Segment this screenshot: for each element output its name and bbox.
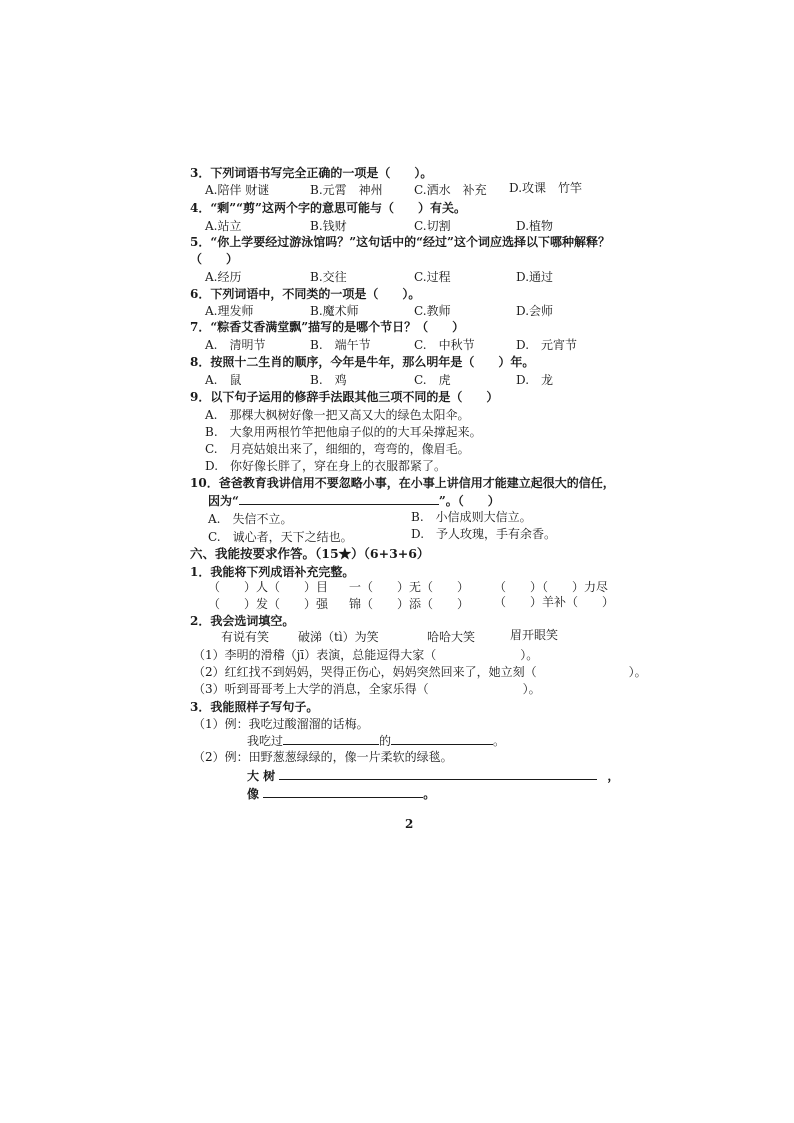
q6-option-a[interactable]: A.理发师	[205, 304, 254, 318]
q10-option-a[interactable]: A. 失信不立。	[208, 512, 293, 526]
q10-stem: 10．爸爸教育我讲信用不要忽略小事，在小事上讲信用才能建立起很大的信任，	[190, 476, 615, 490]
idiom-3[interactable]: （ ）（ ）力尽	[494, 580, 609, 594]
part-1-title: 1．我能将下列成语补充完整。	[190, 565, 355, 579]
idiom-4[interactable]: （ ）发（ ）强	[208, 597, 329, 611]
q10-answer-line	[208, 493, 500, 508]
example-2-xiang: 像	[247, 787, 260, 801]
q8-option-b[interactable]: B. 鸡	[310, 373, 347, 387]
fill-sentence-3-end: ）。	[522, 682, 541, 696]
q8-option-c[interactable]: C. 虎	[414, 373, 451, 387]
q5-blank[interactable]: （ ）	[190, 252, 239, 266]
q7-stem: 7．“粽香艾香满堂飘”描写的是哪个节日？（ ）	[190, 320, 465, 334]
q9-stem: 9．以下句子运用的修辞手法跟其他三项不同的是（ ）	[190, 390, 499, 404]
q7-option-d[interactable]: D. 元宵节	[516, 338, 578, 352]
q6-stem: 6．下列词语中，不同类的一项是（ ）。	[190, 287, 421, 301]
idiom-2[interactable]: 一（ ）无（ ）	[349, 580, 470, 594]
q3-stem: 3．下列词语书写完全正确的一项是（ ）。	[190, 166, 433, 180]
part-2-title: 2．我会选词填空。	[190, 614, 295, 628]
page-number: 2	[405, 817, 414, 831]
q9-option-c[interactable]: C. 月亮姑娘出来了，细细的，弯弯的，像眉毛。	[205, 442, 470, 456]
q5-option-a[interactable]: A.经历	[205, 270, 242, 284]
fill-sentence-2-end: ）。	[628, 665, 647, 679]
q8-stem: 8．按照十二生肖的顺序，今年是牛年，那么明年是（ ）年。	[190, 355, 535, 369]
example-1-blank-1[interactable]	[283, 733, 379, 745]
example-1-de: 的	[379, 734, 392, 748]
fill-sentence-3-text: （3）听到哥哥考上大学的消息，全家乐得（	[193, 682, 429, 696]
q10-suffix: ”。（ ）	[438, 494, 500, 508]
q4-option-b[interactable]: B.钱财	[310, 219, 347, 233]
q7-option-a[interactable]: A. 清明节	[205, 338, 266, 352]
word-choice-1: 有说有笑	[221, 630, 270, 644]
q10-blank-line[interactable]	[239, 493, 439, 505]
example-2-answer-line-2	[247, 786, 435, 801]
q3-option-d[interactable]: D.攻课 竹竿	[509, 181, 583, 195]
example-2-subject: 大 树	[247, 769, 276, 783]
fill-sentence-2-text: （2）红红找不到妈妈，哭得正伤心，妈妈突然回来了，她立刻（	[193, 665, 537, 679]
example-1-answer	[247, 733, 505, 748]
q8-option-d[interactable]: D. 龙	[516, 373, 554, 387]
q3-option-c[interactable]: C.洒水 补充	[414, 183, 487, 197]
example-1-end: 。	[493, 734, 506, 748]
section-6-title: 六、我能按要求作答。（15★）（6+3+6）	[190, 546, 430, 561]
q5-option-b[interactable]: B.交往	[310, 270, 347, 284]
q10-option-b[interactable]: B. 小信成则大信立。	[411, 510, 532, 524]
example-2: （2）例：田野葱葱绿绿的，像一片柔软的绿毯。	[193, 750, 453, 764]
q3-option-b[interactable]: B.元霄 神州	[310, 183, 383, 197]
example-1-prefix: 我吃过	[247, 734, 284, 748]
word-choice-2: 破涕（tì）为笑	[298, 630, 379, 644]
idiom-6[interactable]: （ ）羊补（ ）	[494, 595, 615, 609]
q4-option-c[interactable]: C.切割	[414, 219, 451, 233]
word-choice-3: 哈哈大笑	[427, 630, 476, 644]
word-choice-4: 眉开眼笑	[510, 628, 559, 642]
example-1-blank-2[interactable]	[391, 733, 493, 745]
q8-option-a[interactable]: A. 鼠	[205, 373, 242, 387]
q7-option-c[interactable]: C. 中秋节	[414, 338, 475, 352]
idiom-1[interactable]: （ ）人（ ）目	[208, 580, 329, 594]
example-2-blank-1[interactable]	[279, 768, 597, 780]
part-3-title: 3．我能照样子写句子。	[190, 700, 319, 714]
q4-stem: 4．“剩”“剪”这两个字的意思可能与（ ）有关。	[190, 201, 466, 215]
q3-option-a[interactable]: A.陪伴 财谜	[205, 183, 270, 197]
fill-sentence-1-end: ）。	[520, 648, 539, 662]
example-2-end: 。	[423, 787, 436, 801]
example-2-answer-line-1	[247, 768, 619, 783]
q9-option-b[interactable]: B. 大象用两根竹竿把他扇子似的的大耳朵撑起来。	[205, 425, 482, 439]
q9-option-a[interactable]: A. 那棵大枫树好像一把又高又大的绿色太阳伞。	[205, 408, 470, 422]
q5-option-d[interactable]: D.通过	[516, 270, 554, 284]
q6-option-c[interactable]: C.教师	[414, 304, 451, 318]
q10-option-d[interactable]: D. 予人玫瑰，手有余香。	[411, 527, 557, 541]
q10-option-c[interactable]: C. 诚心者，天下之结也。	[208, 530, 353, 544]
q6-option-d[interactable]: D.会师	[516, 304, 554, 318]
q9-option-d[interactable]: D. 你好像长胖了，穿在身上的衣服都紧了。	[205, 459, 447, 473]
q5-stem: 5．“你上学要经过游泳馆吗？”这句话中的“经过”这个词应选择以下哪种解释？	[190, 235, 610, 249]
q6-option-b[interactable]: B.魔术师	[310, 304, 359, 318]
example-2-comma: ，	[607, 769, 620, 783]
q4-option-d[interactable]: D.植物	[516, 219, 554, 233]
q10-prefix: 因为“	[208, 494, 239, 508]
idiom-5[interactable]: 锦（ ）添（ ）	[349, 597, 470, 611]
example-2-blank-2[interactable]	[263, 786, 423, 798]
fill-sentence-3	[193, 682, 541, 696]
q4-option-a[interactable]: A.站立	[205, 219, 242, 233]
fill-sentence-1-text: （1）李明的滑稽（jī）表演，总能逗得大家（	[193, 648, 437, 662]
fill-sentence-2	[193, 665, 647, 679]
q5-option-c[interactable]: C.过程	[414, 270, 451, 284]
q7-option-b[interactable]: B. 端午节	[310, 338, 371, 352]
example-1: （1）例：我吃过酸溜溜的话梅。	[193, 717, 369, 731]
fill-sentence-1	[193, 648, 538, 662]
